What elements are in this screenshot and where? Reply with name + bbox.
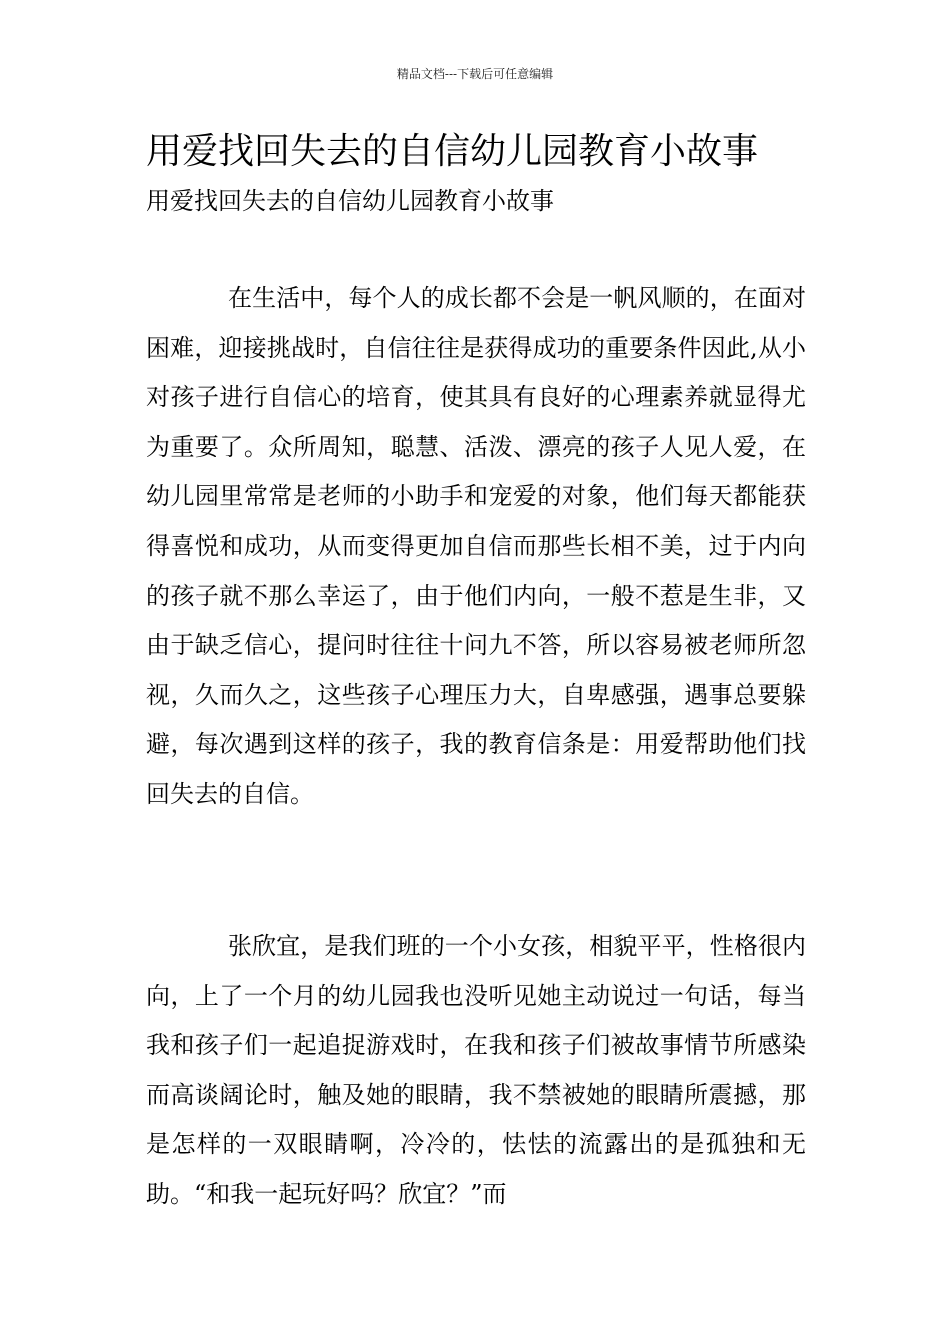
document-title: 用爱找回失去的自信幼儿园教育小故事 [146, 131, 759, 172]
body-paragraph-2: 张欣宜，是我们班的一个小女孩，相貌平平，性格很内向，上了一个月的幼儿园我也没听见她主动说过一句话，每当我和孩子们一起追捉游戏时，在我和孩子们被故事情节所感染而高谈阔论时，触及她的眼睛，我不禁被她的眼睛所震撼，那是怎样的一双眼睛啊，冷冷的，怯怯的流露出的是孤独和无助。“和我一起玩好吗？欣宜？”而 [146, 932, 806, 1208]
document-subtitle: 用爱找回失去的自信幼儿园教育小故事 [146, 187, 554, 215]
header-note: 精品文档---下载后可任意编辑 [396, 67, 554, 81]
body-paragraph-1: 在生活中，每个人的成长都不会是一帆风顺的，在面对困难，迎接挑战时，自信往往是获得成功的重要条件因此,从小对孩子进行自信心的培育，使其具有良好的心理素养就显得尤为重要了。众所周知，聪慧、活泼、漂亮的孩子人见人爱，在幼儿园里常常是老师的小助手和宠爱的对象，他们每天都能获得喜悦和成功，从而变得更加自信而那些长相不美，过于内向的孩子就不那么幸运了，由于他们内向，一般不惹是生非，又由于缺乏信心，提问时往往十问九不答，所以容易被老师所忽视，久而久之，这些孩子心理压力大，自卑感强，遇事总要躲避，每次遇到这样的孩子，我的教育信条是：用爱帮助他们找回失去的自信。 [146, 284, 806, 808]
